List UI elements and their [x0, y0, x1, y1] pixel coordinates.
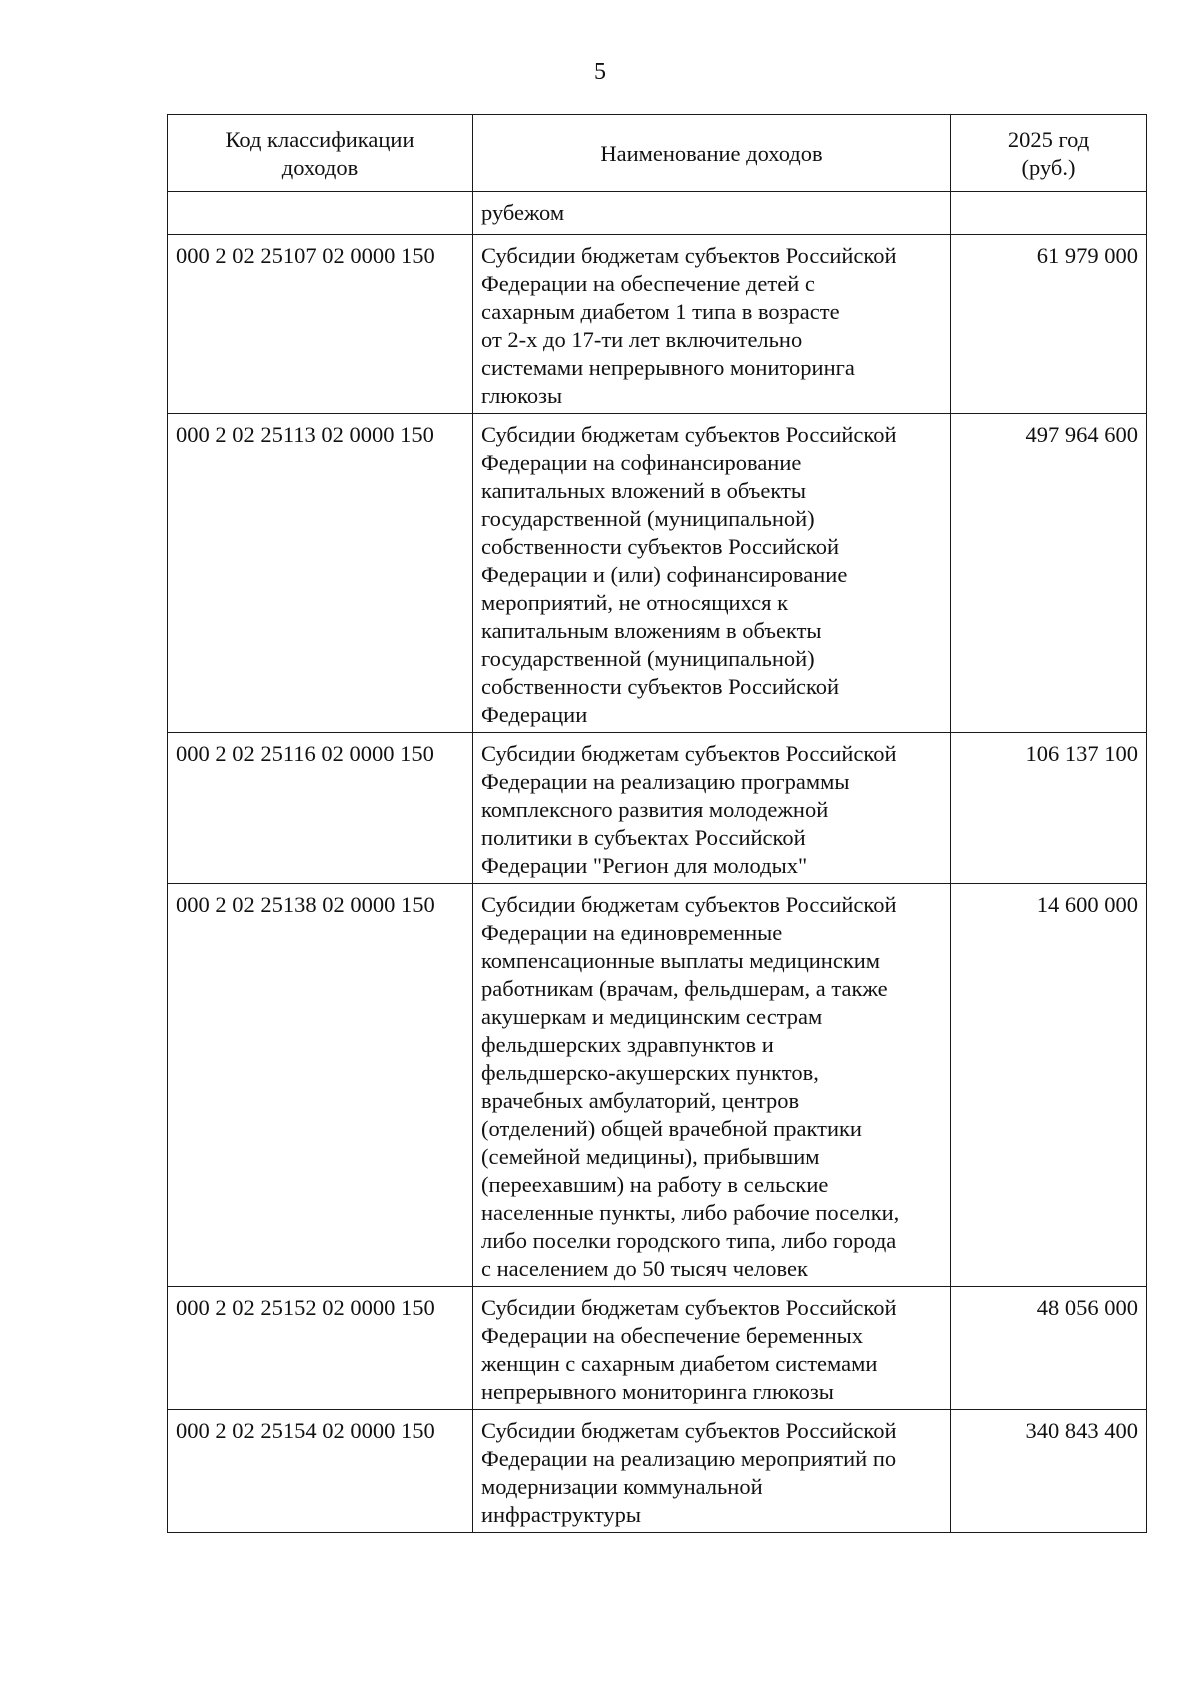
row-amount [951, 192, 1147, 235]
header-amount: 2025 год (руб.) [951, 115, 1147, 192]
row-code: 000 2 02 25113 02 0000 150 [168, 414, 473, 733]
row-name: Субсидии бюджетам субъектов Российской Федерации на софинансирование капитальных вложений в объекты государственной (муниципальной) собственности субъектов Российской Федерации и (или) софинансирование мероприятий, не относящихся к капитальным вложениям в объекты государственной (муниципальной) собственности субъектов Российской Федерации [473, 414, 951, 733]
row-amount: 340 843 400 [951, 1410, 1147, 1533]
row-amount: 14 600 000 [951, 884, 1147, 1287]
header-code: Код классификации доходов [168, 115, 473, 192]
row-amount: 106 137 100 [951, 733, 1147, 884]
row-code [168, 192, 473, 235]
row-code: 000 2 02 25152 02 0000 150 [168, 1287, 473, 1410]
row-name: Субсидии бюджетам субъектов Российской Федерации на реализацию мероприятий по модернизации коммунальной инфраструктуры [473, 1410, 951, 1533]
table-row [168, 192, 1147, 235]
table-row [168, 884, 1147, 1287]
page-number: 5 [594, 59, 606, 85]
income-table [167, 114, 1147, 1533]
row-code: 000 2 02 25107 02 0000 150 [168, 235, 473, 414]
row-name: Субсидии бюджетам субъектов Российской Федерации на единовременные компенсационные выплаты медицинским работникам (врачам, фельдшерам, а также акушеркам и медицинским сестрам фельдшерских здравпунктов и фельдшерско-акушерских пунктов, врачебных амбулаторий, центров (отделений) общей врачебной практики (семейной медицины), прибывшим (переехавшим) на работу в сельские населенные пункты, либо рабочие поселки, либо поселки городского типа, либо города с населением до 50 тысяч человек [473, 884, 951, 1287]
row-code: 000 2 02 25116 02 0000 150 [168, 733, 473, 884]
row-code: 000 2 02 25154 02 0000 150 [168, 1410, 473, 1533]
table-header-row [168, 115, 1147, 192]
row-code: 000 2 02 25138 02 0000 150 [168, 884, 473, 1287]
row-amount: 497 964 600 [951, 414, 1147, 733]
header-name: Наименование доходов [473, 115, 951, 192]
row-amount: 48 056 000 [951, 1287, 1147, 1410]
table-row [168, 414, 1147, 733]
row-name: Субсидии бюджетам субъектов Российской Федерации на реализацию программы комплексного развития молодежной политики в субъектах Российской Федерации "Регион для молодых" [473, 733, 951, 884]
table-row [168, 235, 1147, 414]
table-row [168, 1410, 1147, 1533]
table-row [168, 733, 1147, 884]
row-amount: 61 979 000 [951, 235, 1147, 414]
row-name: Субсидии бюджетам субъектов Российской Федерации на обеспечение детей с сахарным диабетом 1 типа в возрасте от 2-х до 17-ти лет включительно системами непрерывного мониторинга глюкозы [473, 235, 951, 414]
row-name: Субсидии бюджетам субъектов Российской Федерации на обеспечение беременных женщин с сахарным диабетом системами непрерывного мониторинга глюкозы [473, 1287, 951, 1410]
row-name: рубежом [473, 192, 951, 235]
table-row [168, 1287, 1147, 1410]
